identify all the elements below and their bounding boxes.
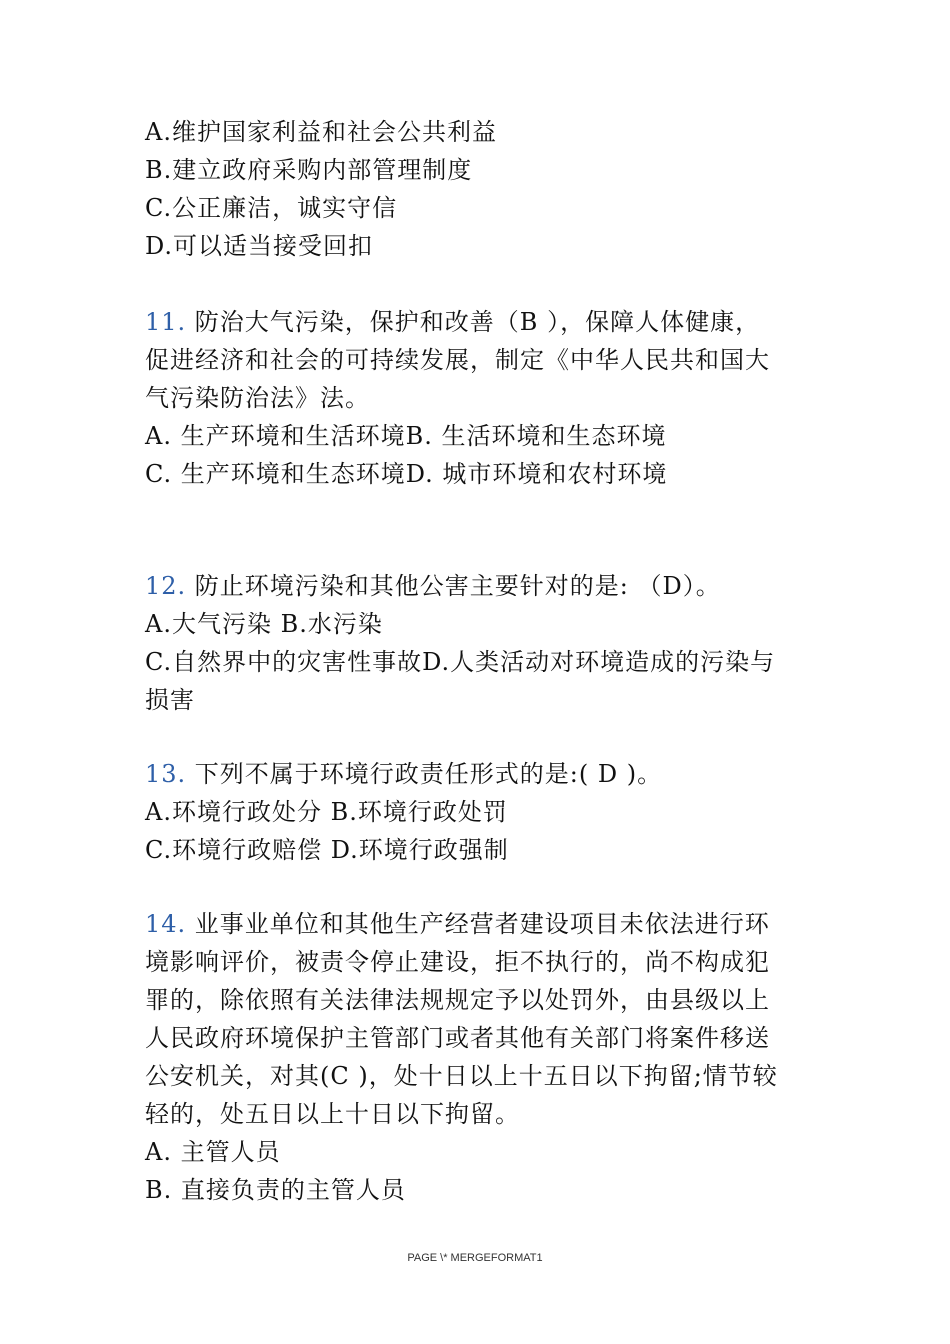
q14-stem-line-3: 罪的，除依照有关法律法规规定予以处罚外，由县级以上 — [145, 986, 770, 1014]
q10-option-c: C.公正廉洁，诚实守信 — [145, 194, 398, 222]
q11-options-ab: A. 生产环境和生活环境B. 生活环境和生态环境 — [145, 422, 667, 450]
q13-number: 13. — [145, 760, 187, 788]
q12-options-cd: C.自然界中的灾害性事故D.人类活动对环境造成的污染与 — [145, 648, 776, 676]
q12-options-cd-cont: 损害 — [145, 686, 195, 714]
q10-option-d: D.可以适当接受回扣 — [145, 232, 374, 260]
page-footer: PAGE \* MERGEFORMAT1 — [407, 1252, 543, 1264]
q11-number: 11. — [145, 308, 187, 336]
q13-stem-line-1: 13. 下列不属于环境行政责任形式的是:( D )。 — [145, 760, 663, 788]
q11-stem-line-2: 促进经济和社会的可持续发展，制定《中华人民共和国大 — [145, 346, 770, 374]
q14-stem-line-6: 轻的，处五日以上十日以下拘留。 — [145, 1100, 520, 1128]
q13-options-ab: A.环境行政处分 B.环境行政处罚 — [145, 798, 508, 826]
q10-option-b: B.建立政府采购内部管理制度 — [145, 156, 473, 184]
q12-options-ab: A.大气污染 B.水污染 — [145, 610, 383, 638]
q11-stem-line-3: 气污染防治法》法。 — [145, 384, 370, 412]
q12-number: 12. — [145, 572, 187, 600]
q13-options-cd: C.环境行政赔偿 D.环境行政强制 — [145, 836, 509, 864]
q14-number: 14. — [145, 910, 187, 938]
q12-stem-line-1: 12. 防止环境污染和其他公害主要针对的是: （D）。 — [145, 572, 721, 600]
q14-stem-line-2: 境影响评价，被责令停止建设，拒不执行的，尚不构成犯 — [145, 948, 770, 976]
q14-stem-line-5: 公安机关，对其(C )，处十日以上十五日以下拘留;情节较 — [145, 1062, 778, 1090]
q10-option-a: A.维护国家利益和社会公共利益 — [145, 118, 497, 146]
q14-option-b: B. 直接负责的主管人员 — [145, 1176, 406, 1204]
q11-options-cd: C. 生产环境和生态环境D. 城市环境和农村环境 — [145, 460, 668, 488]
q14-option-a: A. 主管人员 — [145, 1138, 281, 1166]
q11-stem-line-1: 11. 防治大气污染，保护和改善（B ），保障人体健康， — [145, 308, 761, 336]
q14-stem-line-4: 人民政府环境保护主管部门或者其他有关部门将案件移送 — [145, 1024, 770, 1052]
q14-stem-line-1: 14. 业事业单位和其他生产经营者建设项目未依法进行环 — [145, 910, 770, 938]
